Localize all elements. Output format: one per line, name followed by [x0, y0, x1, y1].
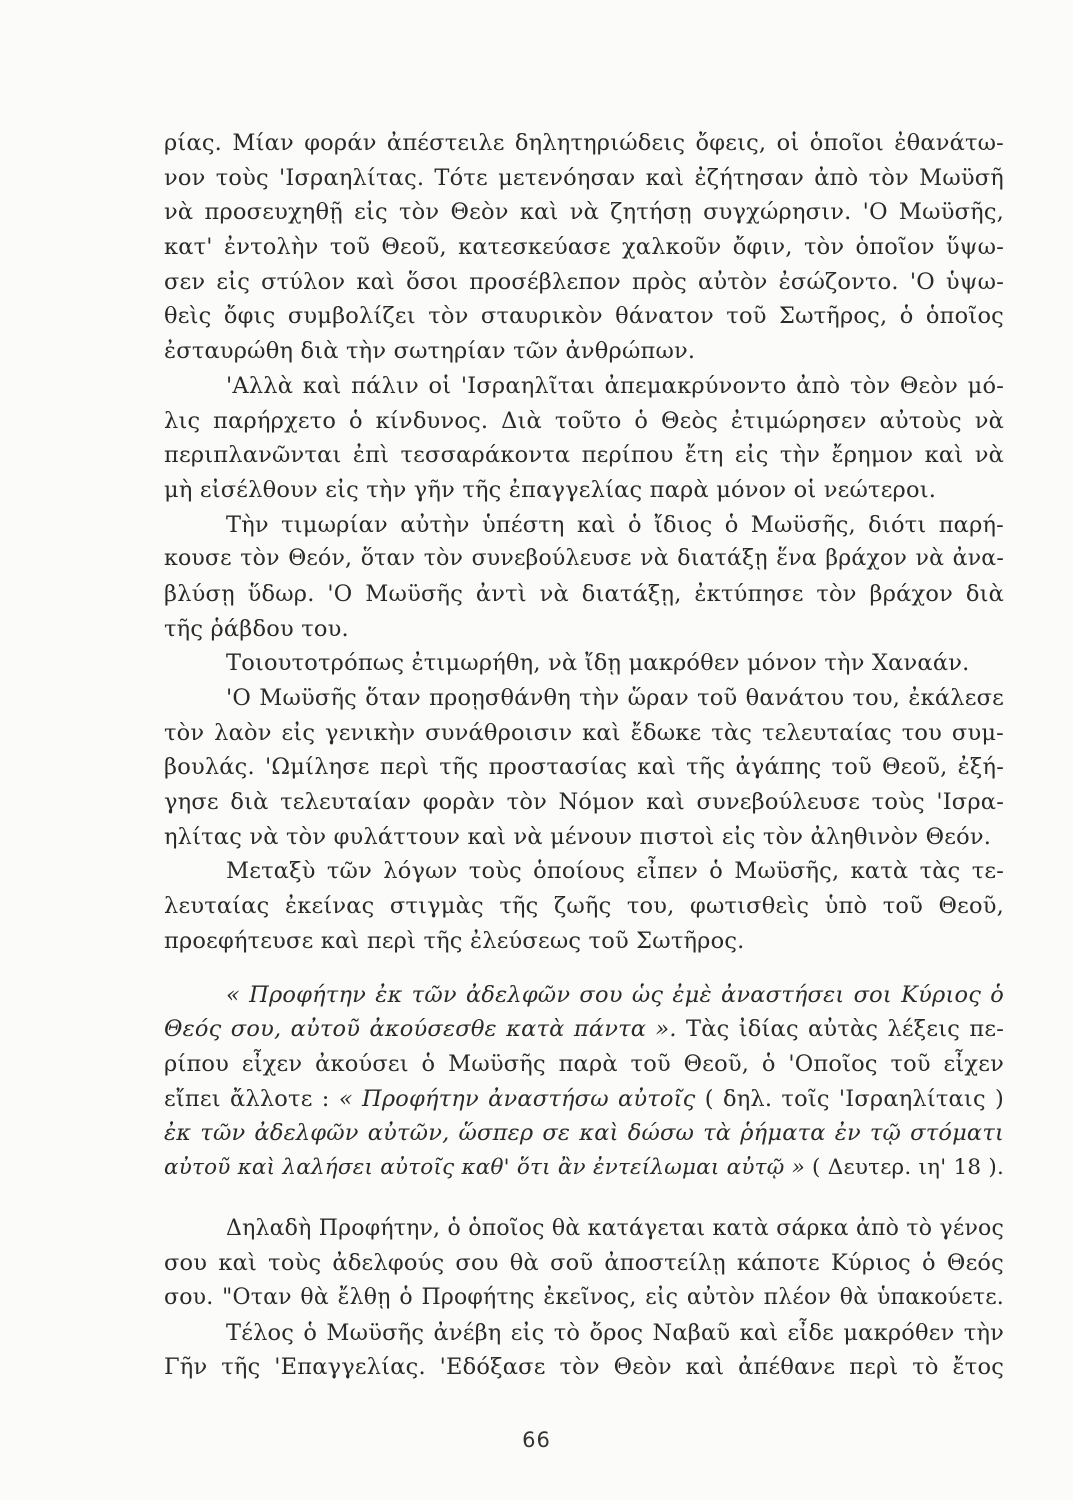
- text-line: λευταίας ἐκείνας στιγμὰς τῆς ζωῆς του, φωτισθεὶς ὑπὸ τοῦ Θεοῦ,: [164, 893, 1004, 920]
- quote-italic-text: Θεός σου, αὐτοῦ ἀκούσεσθε κατὰ πάντα ».: [164, 1016, 677, 1043]
- quote-reference: ( Δευτερ. ιη' 18 ).: [804, 1154, 1004, 1180]
- text-line: προεφήτευσε καὶ περὶ τῆς ἐλεύσεως τοῦ Σωτῆρος.: [164, 927, 745, 954]
- text-line: σου καὶ τοὺς ἀδελφούς σου θὰ σοῦ ἀποστείλῃ κάποτε Κύριος ὁ Θεός: [164, 1250, 1004, 1277]
- quote-line: [164, 1151, 1004, 1186]
- text-line: Τὴν τιμωρίαν αὐτὴν ὑπέστη καὶ ὁ ἴδιος ὁ Μωϋσῆς, διότι παρή-: [226, 511, 1004, 538]
- text-line: Δηλαδὴ Προφήτην, ὁ ὁποῖος θὰ κατάγεται κατὰ σάρκα ἀπὸ τὸ γένος: [226, 1215, 1004, 1241]
- paragraph-assembly: [164, 681, 1004, 854]
- text-line: κουσε τὸν Θεόν, ὅταν τὸν συνεβούλευσε νὰ διατάξῃ ἕνα βράχον νὰ ἀνα-: [164, 546, 1004, 572]
- paragraph-prophecy: [164, 854, 1004, 958]
- text-line: 'Αλλὰ καὶ πάλιν οἱ 'Ισραηλῖται ἀπεμακρύνοντο ἀπὸ τὸν Θεὸν μό-: [226, 372, 1004, 399]
- paragraph-canaan: [164, 646, 1004, 681]
- text-line: Γῆν τῆς 'Επαγγελίας. 'Εδόξασε τὸν Θεὸν καὶ ἀπέθανε περὶ τὸ ἔτος: [164, 1354, 1004, 1381]
- quote-line: [164, 1082, 1004, 1117]
- quote-italic-text: αὐτοῦ καὶ λαλήσει αὐτοῖς καθ' ὅτι ἂν ἐντείλωμαι αὐτῷ »: [164, 1154, 805, 1180]
- paragraph-wandering: [164, 369, 1004, 508]
- text-line: ἐσταυρώθη διὰ τὴν σωτηρίαν τῶν ἀνθρώπων.: [164, 338, 696, 365]
- page-number: 66: [522, 1428, 551, 1452]
- text-line: γησε διὰ τελευταίαν φορὰν τὸν Νόμον καὶ συνεβούλευσε τοὺς 'Ισρα-: [164, 789, 1004, 816]
- text-line: μὴ εἰσέλθουν εἰς τὴν γῆν τῆς ἐπαγγελίας παρὰ μόνον οἱ νεώτεροι.: [164, 476, 937, 503]
- paragraph-explanation: [164, 1212, 1004, 1316]
- text-line: βουλάς. 'Ωμίλησε περὶ τῆς προστασίας καὶ τῆς ἀγάπης τοῦ Θεοῦ, ἐξή-: [164, 754, 1004, 781]
- text-line: κατ' ἐντολὴν τοῦ Θεοῦ, κατεσκεύασε χαλκοῦν ὄφιν, τὸν ὁποῖον ὕψω-: [164, 234, 1004, 261]
- page-text: [164, 126, 1004, 1385]
- text-line: Μεταξὺ τῶν λόγων τοὺς ὁποίους εἶπεν ὁ Μωϋσῆς, κατὰ τὰς τε-: [226, 858, 1004, 885]
- text-line: ηλίτας νὰ τὸν φυλάττουν καὶ νὰ μένουν πιστοὶ εἰς τὸν ἀληθινὸν Θεόν.: [164, 823, 992, 850]
- text-line: σεν εἰς στύλον καὶ ὅσοι προσέβλεπον πρὸς αὐτὸν ἐσώζοντο. 'Ο ὑψω-: [164, 268, 1004, 295]
- text-line: Τοιουτοτρόπως ἐτιμωρήθη, νὰ ἴδῃ μακρόθεν μόνον τὴν Χαναάν.: [226, 650, 970, 677]
- paragraph-bronze-serpent: [164, 126, 1004, 369]
- quote-italic-text: « Προφήτην ἀναστήσω αὐτοῖς: [338, 1085, 696, 1112]
- quote-line: ρίπου εἶχεν ἀκούσει ὁ Μωϋσῆς παρὰ τοῦ Θεοῦ, ὁ 'Οποῖος τοῦ εἶχεν: [164, 1050, 1004, 1077]
- quote-line: « Προφήτην ἐκ τῶν ἀδελφῶν σου ὡς ἐμὲ ἀναστήσει σοι Κύριος ὁ: [226, 981, 1004, 1008]
- quote-regular-text: εἴπει ἄλλοτε :: [164, 1085, 339, 1112]
- quote-regular-text: ( δηλ. τοῖς 'Ισραηλίταις ): [695, 1085, 1004, 1112]
- text-line: νον τοὺς 'Ισραηλίτας. Τότε μετενόησαν καὶ ἐζήτησαν ἀπὸ τὸν Μωϋσῆ: [164, 164, 1004, 191]
- quote-line: [164, 1012, 1004, 1047]
- paragraph-death-of-moses: [164, 1316, 1004, 1385]
- text-line: 'Ο Μωϋσῆς ὅταν προῃσθάνθη τὴν ὥραν τοῦ θανάτου του, ἐκάλεσε: [226, 685, 1004, 711]
- text-line: ρίας. Μίαν φοράν ἀπέστειλε δηλητηριώδεις ὄφεις, οἱ ὁποῖοι ἐθανάτω-: [164, 130, 1004, 156]
- text-line: λις παρήρχετο ὁ κίνδυνος. Διὰ τοῦτο ὁ Θεὸς ἐτιμώρησεν αὐτοὺς νὰ: [164, 407, 1004, 434]
- quote-line: ἐκ τῶν ἀδελφῶν αὐτῶν, ὥσπερ σε καὶ δώσω τὰ ῥήματα ἐν τῷ στόματι: [164, 1120, 1004, 1147]
- text-line: σου. "Οταν θὰ ἔλθῃ ὁ Προφήτης ἐκεῖνος, εἰς αὐτὸν πλέον θὰ ὑπακούετε.: [164, 1285, 1004, 1310]
- text-line: νὰ προσευχηθῇ εἰς τὸν Θεὸν καὶ νὰ ζητήσῃ συγχώρησιν. 'Ο Μωϋσῆς,: [164, 199, 1004, 226]
- text-line: Τέλος ὁ Μωϋσῆς ἀνέβη εἰς τὸ ὄρος Ναβαῦ καὶ εἶδε μακρόθεν τὴν: [226, 1319, 1004, 1346]
- quote-regular-text: Τὰς ἰδίας αὐτὰς λέξεις πε-: [676, 1016, 1004, 1043]
- text-line: τῆς ῥάβδου του.: [164, 615, 349, 642]
- text-line: περιπλανῶνται ἐπὶ τεσσαράκοντα περίπου ἔτη εἰς τὴν ἔρημον καὶ νὰ: [164, 442, 1004, 469]
- text-line: τὸν λαὸν εἰς γενικὴν συνάθροισιν καὶ ἔδωκε τὰς τελευταίας του συμ-: [164, 719, 1004, 746]
- text-line: θεὶς ὄφις συμβολίζει τὸν σταυρικὸν θάνατον τοῦ Σωτῆρος, ὁ ὁποῖος: [164, 303, 1004, 330]
- text-line: βλύσῃ ὕδωρ. 'Ο Μωϋσῆς ἀντὶ νὰ διατάξῃ, ἐκτύπησε τὸν βράχον διὰ: [164, 580, 1004, 607]
- paragraph-punishment: [164, 508, 1004, 647]
- scripture-quote: [164, 978, 1004, 1186]
